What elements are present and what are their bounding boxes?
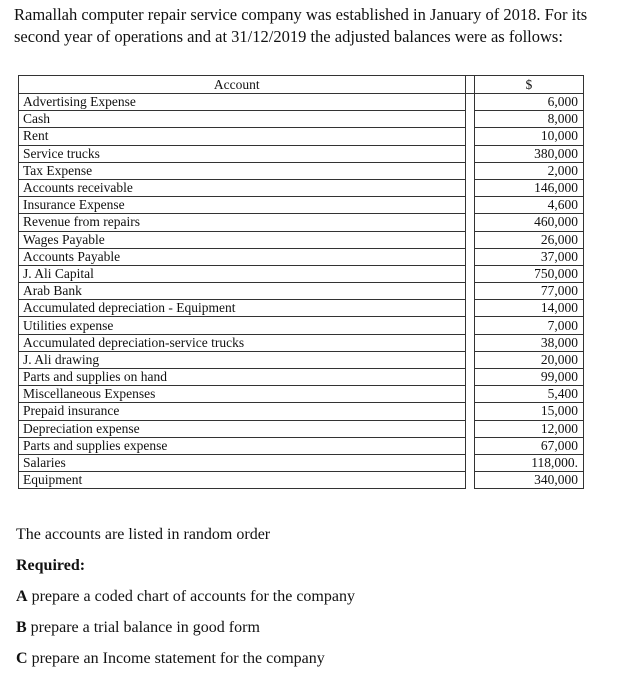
column-gap bbox=[465, 197, 474, 214]
amount-cell: 8,000 bbox=[474, 111, 583, 128]
table-row bbox=[19, 145, 584, 162]
amount-cell: 77,000 bbox=[474, 283, 583, 300]
account-name-cell: Wages Payable bbox=[19, 231, 466, 248]
table-row bbox=[19, 472, 584, 489]
amount-cell: 750,000 bbox=[474, 265, 583, 282]
column-gap bbox=[465, 472, 474, 489]
column-gap bbox=[465, 214, 474, 231]
amount-cell: 10,000 bbox=[474, 128, 583, 145]
amount-cell: 99,000 bbox=[474, 369, 583, 386]
task-text: prepare a trial balance in good form bbox=[30, 619, 260, 636]
column-gap bbox=[465, 437, 474, 454]
amount-cell: 38,000 bbox=[474, 334, 583, 351]
table-row bbox=[19, 420, 584, 437]
task-letter: C bbox=[16, 650, 28, 667]
task-letter: B bbox=[16, 619, 27, 636]
table-row bbox=[19, 386, 584, 403]
column-gap bbox=[465, 231, 474, 248]
amount-cell: 5,400 bbox=[474, 386, 583, 403]
amount-cell: 380,000 bbox=[474, 145, 583, 162]
notes-section bbox=[16, 522, 355, 677]
column-gap bbox=[465, 179, 474, 196]
account-name-cell: Parts and supplies on hand bbox=[19, 369, 466, 386]
account-name-cell: Service trucks bbox=[19, 145, 466, 162]
account-name-cell: J. Ali drawing bbox=[19, 351, 466, 368]
column-gap bbox=[465, 369, 474, 386]
table-body bbox=[19, 94, 584, 489]
table-row bbox=[19, 231, 584, 248]
account-name-cell: Advertising Expense bbox=[19, 94, 466, 111]
amount-cell: 12,000 bbox=[474, 420, 583, 437]
account-name-cell: Rent bbox=[19, 128, 466, 145]
table-row bbox=[19, 351, 584, 368]
column-gap bbox=[465, 111, 474, 128]
intro-paragraph: Ramallah computer repair service company was established in January of 2018. For its second year of operations and at 31/12/2019 the adjusted balances were as follows: bbox=[14, 5, 588, 46]
table-row bbox=[19, 437, 584, 454]
table-row bbox=[19, 265, 584, 282]
column-gap bbox=[465, 265, 474, 282]
account-name-cell: J. Ali Capital bbox=[19, 265, 466, 282]
column-gap bbox=[465, 283, 474, 300]
amount-cell: 20,000 bbox=[474, 351, 583, 368]
required-heading: Required: bbox=[16, 557, 86, 574]
amount-cell: 15,000 bbox=[474, 403, 583, 420]
column-gap bbox=[465, 145, 474, 162]
amount-cell: 146,000 bbox=[474, 179, 583, 196]
column-gap bbox=[465, 94, 474, 111]
table-row bbox=[19, 111, 584, 128]
column-gap bbox=[465, 386, 474, 403]
table-row bbox=[19, 369, 584, 386]
table-row bbox=[19, 179, 584, 196]
account-name-cell: Accumulated depreciation - Equipment bbox=[19, 300, 466, 317]
column-gap bbox=[465, 351, 474, 368]
amount-cell: 6,000 bbox=[474, 94, 583, 111]
column-gap bbox=[465, 403, 474, 420]
account-name-cell: Revenue from repairs bbox=[19, 214, 466, 231]
amount-cell: 26,000 bbox=[474, 231, 583, 248]
task-c bbox=[16, 646, 355, 677]
task-text: prepare a coded chart of accounts for the company bbox=[31, 588, 355, 605]
account-name-cell: Prepaid insurance bbox=[19, 403, 466, 420]
amount-cell: 460,000 bbox=[474, 214, 583, 231]
table-row bbox=[19, 300, 584, 317]
balances-table bbox=[18, 75, 584, 489]
account-name-cell: Accumulated depreciation-service trucks bbox=[19, 334, 466, 351]
table-row bbox=[19, 162, 584, 179]
column-gap bbox=[465, 162, 474, 179]
table-row bbox=[19, 214, 584, 231]
account-name-cell: Insurance Expense bbox=[19, 197, 466, 214]
table-row bbox=[19, 128, 584, 145]
table-row bbox=[19, 334, 584, 351]
table-row bbox=[19, 197, 584, 214]
table-row bbox=[19, 454, 584, 471]
amount-cell: 37,000 bbox=[474, 248, 583, 265]
account-name-cell: Miscellaneous Expenses bbox=[19, 386, 466, 403]
account-name-cell: Accounts receivable bbox=[19, 179, 466, 196]
amount-column-header: $ bbox=[474, 76, 583, 94]
order-note: The accounts are listed in random order bbox=[16, 526, 271, 543]
account-name-cell: Utilities expense bbox=[19, 317, 466, 334]
amount-cell: 67,000 bbox=[474, 437, 583, 454]
amount-cell: 4,600 bbox=[474, 197, 583, 214]
account-name-cell: Accounts Payable bbox=[19, 248, 466, 265]
amount-cell: 340,000 bbox=[474, 472, 583, 489]
column-gap bbox=[465, 334, 474, 351]
task-text: prepare an Income statement for the company bbox=[31, 650, 325, 667]
account-column-header: Account bbox=[19, 76, 466, 94]
table-row bbox=[19, 403, 584, 420]
account-name-cell: Arab Bank bbox=[19, 283, 466, 300]
table-row bbox=[19, 317, 584, 334]
task-b bbox=[16, 615, 355, 646]
table-row bbox=[19, 94, 584, 111]
column-gap bbox=[465, 420, 474, 437]
table-row bbox=[19, 283, 584, 300]
account-name-cell: Salaries bbox=[19, 454, 466, 471]
table-row bbox=[19, 248, 584, 265]
account-name-cell: Tax Expense bbox=[19, 162, 466, 179]
column-gap bbox=[465, 128, 474, 145]
account-name-cell: Depreciation expense bbox=[19, 420, 466, 437]
account-name-cell: Parts and supplies expense bbox=[19, 437, 466, 454]
table-header-row bbox=[19, 76, 584, 94]
account-name-cell: Equipment bbox=[19, 472, 466, 489]
column-gap bbox=[465, 300, 474, 317]
amount-cell: 14,000 bbox=[474, 300, 583, 317]
amount-cell: 2,000 bbox=[474, 162, 583, 179]
task-a bbox=[16, 584, 355, 615]
column-gap bbox=[465, 317, 474, 334]
column-gap bbox=[465, 248, 474, 265]
column-gap bbox=[465, 454, 474, 471]
amount-cell: 7,000 bbox=[474, 317, 583, 334]
amount-cell: 118,000. bbox=[474, 454, 583, 471]
task-letter: A bbox=[16, 588, 28, 605]
column-gap bbox=[465, 76, 474, 94]
account-name-cell: Cash bbox=[19, 111, 466, 128]
